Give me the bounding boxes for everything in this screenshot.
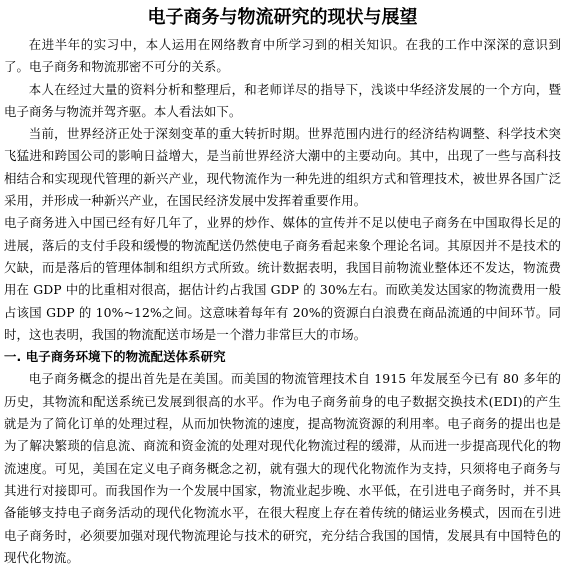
paragraph-internship-intro: 在进半年的实习中，本人运用在网络教育中所学习到的相关知识。在我的工作中深深的意识到了。电子商务和物流那密不可分的关系。 — [4, 37, 561, 75]
section-heading: 一. 电子商务环境下的物流配送体系研究 — [4, 349, 226, 365]
paragraph-ecommerce-history: 电子商务概念的提出首先是在美国。而美国的物流管理技术自 1915 年发展至今已有 80 多年的历史，其物流和配送系统已发展到很高的水平。作为电子商务前身的电子数据交换技术(EDI)的产生就是为了简化订单的处理过程，从而加快物流的速度，提高物流资源的利用率。电子商务的提出也是为了解决繁琐的信息流、商流和资金流的处理对现代化物流过程的缓滞，从而进一步提高现代化的物流速度。可见，美国在定义电子商务概念之初，就有强大的现代化物流作为支持，只须将电子商务与其进行对接即可。而我国作为一个发展中国家，物流业起步晚、水平低，在引进电子商务时，并不具备能够支持电子商务活动的现代化物流水平，在很大程度上存在着传统的储运业务模式，因而在引进电子商务时，必须要加强对现代物流理论与技术的研究，充分结合我国的国情，发展具有中国特色的现代化物流。 — [4, 371, 561, 565]
paragraph-world-economy: 当前，世界经济正处于深刻变革的重大转折时期。世界范围内进行的经济结构调整、科学技术突飞猛进和跨国公司的影响日益增大，是当前世界经济大潮中的主要动向。其中，出现了一些与高科技相结合和实现现代管理的新兴产业，现代物流作为一种先进的组织方式和管理技术，被世界各国广泛采用，并形成一种新兴产业，在国民经济发展中发挥着重要作用。 — [4, 126, 561, 209]
paragraph-research-approach: 本人在经过大量的资料分析和整理后，和老师详尽的指导下，浅谈中华经济发展的一个方向，暨电子商务与物流并驾齐驱。本人看法如下。 — [4, 81, 561, 119]
paragraph-china-ecommerce: 电子商务进入中国已经有好几年了，业界的炒作、媒体的宣传并不足以使电子商务在中国取得长足的进展，落后的支付手段和缓慢的物流配送仍然使电子商务看起来象个理论名词。其原因并不是技术的欠缺，而是落后的管理体制和组织方式所致。统计数据表明，我国目前物流业整体还不发达，物流费用在 GDP 中的比重相对很高，据估计约占我国 GDP 的 30%左右。而欧美发达国家的物流费用一般占该国 GDP 的 10%~12%之间。这意味着每年有 20%的资源白白浪费在商品流通的中间环节。同时，这也表明，我国的物流配送市场是一个潜力非常巨大的市场。 — [4, 215, 561, 342]
document-body — [4, 34, 561, 569]
document-title: 电子商务与物流研究的现状与展望 — [147, 7, 418, 28]
